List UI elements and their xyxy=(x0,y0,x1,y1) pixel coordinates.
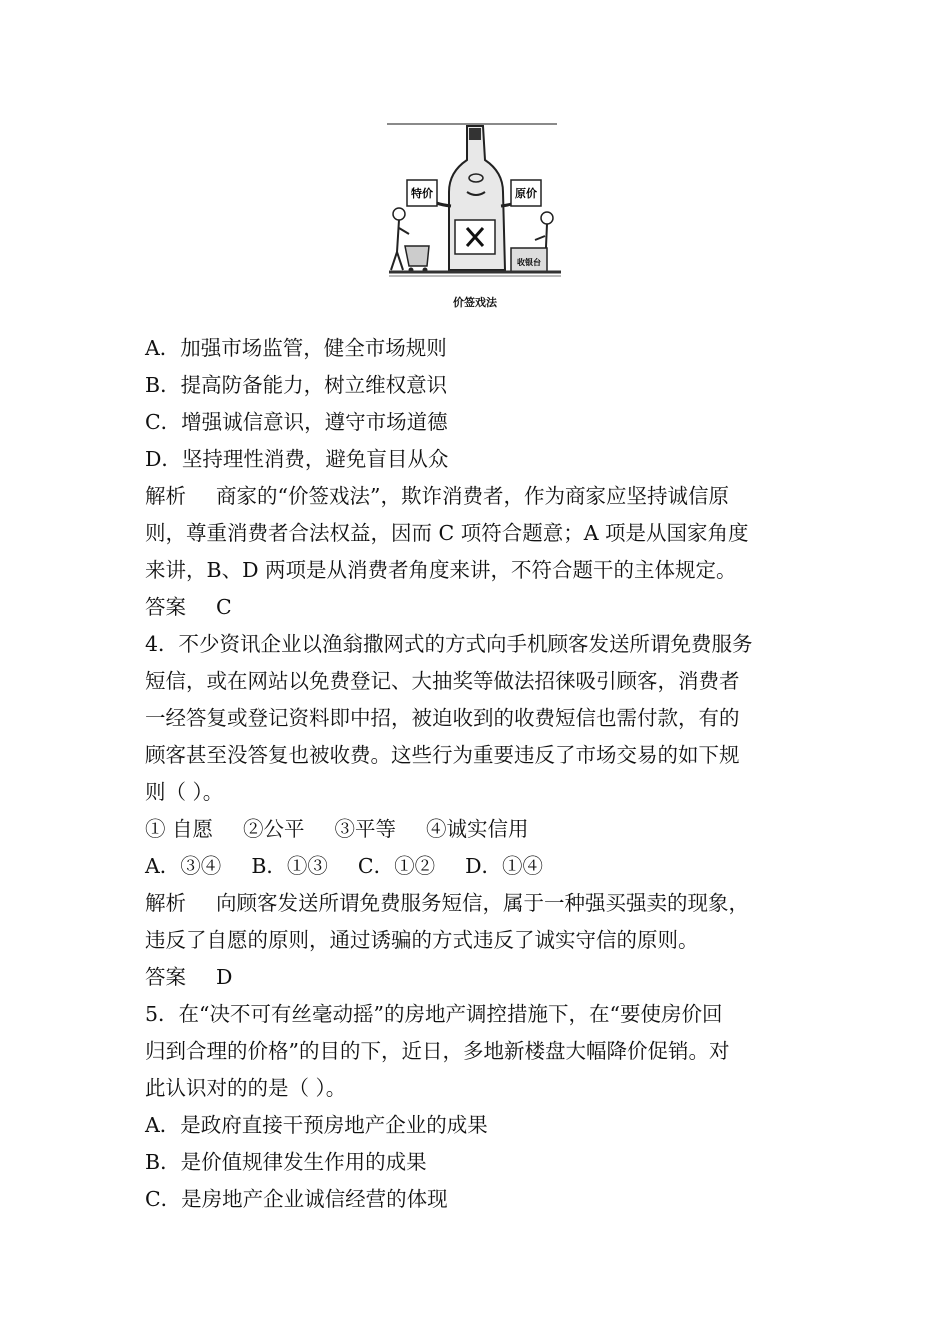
q4-option-a: A．③④ xyxy=(145,854,222,878)
q4-item-4: ④诚实信用 xyxy=(426,817,529,841)
figure-caption: 价签戏法 xyxy=(453,296,497,309)
q3-analysis-label: 解析 xyxy=(145,484,186,508)
counter-label-text: 收银台 xyxy=(517,258,541,267)
q3-analysis-line-2: 则，尊重消费者合法权益，因而 C 项符合题意；A 项是从国家角度 xyxy=(145,521,749,545)
q4-options xyxy=(145,848,809,885)
q4-item-3: ③平等 xyxy=(334,817,397,841)
q4-stem-line-1: 4．不少资讯企业以渔翁撒网式的方式向手机顾客发送所谓免费服务 xyxy=(145,632,753,656)
q4-stem-line-3: 一经答复或登记资料即中招，被迫收到的收费短信也需付款，有的 xyxy=(145,706,740,730)
cartoon-illustration xyxy=(385,120,565,290)
q4-option-c: C．①② xyxy=(357,854,436,878)
q5-option-c: C．是房地产企业诚信经营的体现 xyxy=(145,1187,448,1211)
q4-item-1: ① 自愿 xyxy=(145,817,214,841)
document-body xyxy=(145,330,809,1218)
q4-analysis-line-1 xyxy=(145,885,809,922)
q3-option-b: B．提高防备能力，树立维权意识 xyxy=(145,373,448,397)
q3-analysis-line-1 xyxy=(145,478,809,515)
q3-option-a: A．加强市场监管，健全市场规则 xyxy=(145,336,447,360)
q4-answer xyxy=(145,959,809,996)
q5-stem-line-3: 此认识对的的是（ ）。 xyxy=(145,1076,347,1100)
q3-option-d: D．坚持理性消费，避免盲目从众 xyxy=(145,447,449,471)
q3-analysis-line-3: 来讲，B、D 两项是从消费者角度来讲，不符合题干的主体规定。 xyxy=(145,558,737,582)
q4-stem-line-5: 则（ ）。 xyxy=(145,780,224,804)
q4-analysis-text-1: 向顾客发送所谓免费服务短信，属于一种强买强卖的现象， xyxy=(216,891,749,915)
q5-stem-line-1: 5．在“决不可有丝毫动摇”的房地产调控措施下，在“要使房价回 xyxy=(145,1002,723,1026)
q3-answer-value: C xyxy=(216,595,232,619)
sign-left-text: 特价 xyxy=(411,187,433,200)
q3-analysis-text-1: 商家的“价签戏法”，欺诈消费者，作为商家应坚持诚信原 xyxy=(216,484,729,508)
q5-stem-line-2: 归到合理的价格”的目的下，近日，多地新楼盘大幅降价促销。对 xyxy=(145,1039,730,1063)
q4-stem-line-2: 短信，或在网站以免费登记、大抽奖等做法招徕吸引顾客，消费者 xyxy=(145,669,740,693)
q4-items xyxy=(145,811,809,848)
q4-option-d: D．①④ xyxy=(465,854,544,878)
q4-analysis-label: 解析 xyxy=(145,891,186,915)
q4-stem-line-4: 顾客甚至没答复也被收费。这些行为重要违反了市场交易的如下规 xyxy=(145,743,740,767)
q4-analysis-line-2: 违反了自愿的原则，通过诱骗的方式违反了诚实守信的原则。 xyxy=(145,928,699,952)
q3-answer xyxy=(145,589,809,626)
q4-answer-value: D xyxy=(216,965,233,989)
q4-option-b: B．①③ xyxy=(251,854,328,878)
q5-option-b: B．是价值规律发生作用的成果 xyxy=(145,1150,427,1174)
q3-option-c: C．增强诚信意识，遵守市场道德 xyxy=(145,410,448,434)
sign-right-text: 原价 xyxy=(515,187,537,200)
cartoon-figure xyxy=(385,120,565,310)
q3-answer-label: 答案 xyxy=(145,595,186,619)
q4-item-2: ②公平 xyxy=(243,817,305,841)
q5-option-a: A．是政府直接干预房地产企业的成果 xyxy=(145,1113,488,1137)
q4-answer-label: 答案 xyxy=(145,965,186,989)
